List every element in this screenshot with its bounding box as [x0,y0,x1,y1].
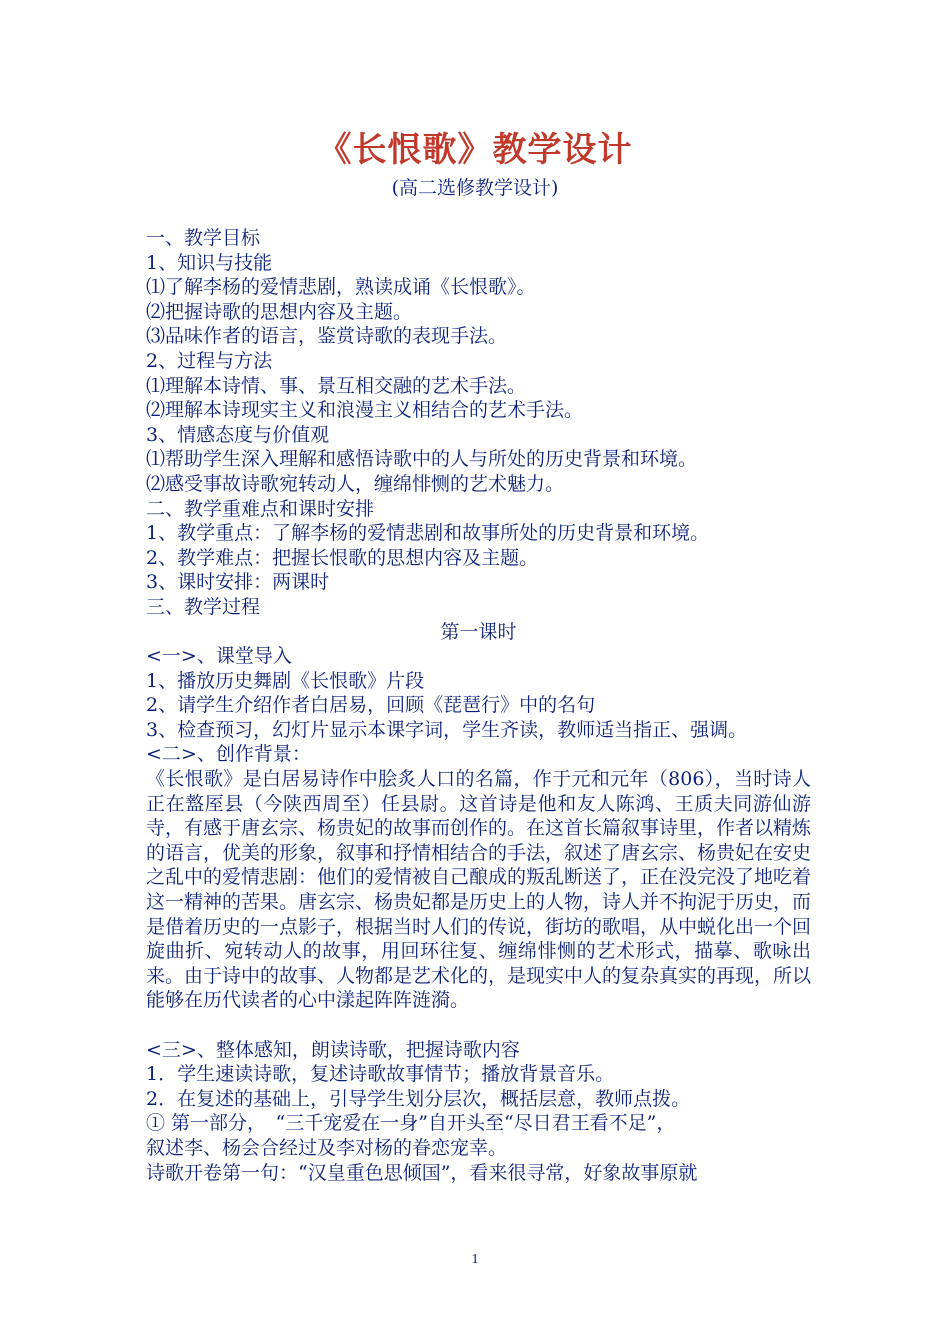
list-item: ⑵理解本诗现实主义和浪漫主义相结合的艺术手法。 [146,399,584,422]
list-item: ① 第一部分， “三千宠爱在一身”自开头至“尽日君王看不足”， [146,1112,676,1135]
list-item: 3、课时安排：两课时 [146,571,330,594]
subsection-heading: <一>、课堂导入 [146,645,292,668]
list-item: 诗歌开卷第一句：“汉皇重色思倾国”，看来很寻常，好象故事原就 [146,1161,698,1184]
list-item: 叙述李、杨会合经过及李对杨的眷恋宠幸。 [146,1136,508,1159]
document-body [146,226,811,1185]
list-item: 2、教学难点：把握长恨歌的思想内容及主题。 [146,546,539,569]
document-title: 《长恨歌》教学设计 [317,130,633,170]
list-item: 2、请学生介绍作者白居易，回顾《琵琶行》中的名句 [146,694,596,717]
document-subtitle: (高二选修教学设计) [391,177,559,199]
list-item: ⑶品味作者的语言，鉴赏诗歌的表现手法。 [146,325,508,348]
lesson-title: 第一课时 [440,620,517,643]
list-item: 1．学生速读诗歌，复述诗歌故事情节；播放背景音乐。 [146,1063,615,1086]
subsection-heading: 1、知识与技能 [146,251,273,274]
subsection-heading: 3、情感态度与价值观 [146,423,330,446]
subsection-heading: <二>、创作背景： [146,743,311,766]
list-item: 1、教学重点：了解李杨的爱情悲剧和故事所处的历史背景和环境。 [146,522,710,545]
section-heading: 二、教学重难点和课时安排 [146,497,375,520]
blank-line [146,1013,811,1038]
list-item: ⑴帮助学生深入理解和感悟诗歌中的人与所处的历史背景和环境。 [146,448,698,471]
list-item: 2．在复述的基础上，引导学生划分层次，概括层意，教师点拨。 [146,1087,691,1110]
list-item: ⑴了解李杨的爱情悲剧，熟读成诵《长恨歌》。 [146,276,536,299]
list-item: ⑴理解本诗情、事、景互相交融的艺术手法。 [146,374,527,397]
list-item: ⑵把握诗歌的思想内容及主题。 [146,300,413,323]
subsection-heading: 2、过程与方法 [146,349,273,372]
subsection-heading: <三>、整体感知，朗读诗歌，把握诗歌内容 [146,1038,520,1061]
list-item: ⑵感受事故诗歌宛转动人，缠绵悱恻的艺术魅力。 [146,472,565,495]
list-item: 1、播放历史舞剧《长恨歌》片段 [146,669,425,692]
section-heading: 一、教学目标 [146,227,261,249]
section-heading: 三、教学过程 [146,595,261,618]
list-item: 3、检查预习，幻灯片显示本课字词，学生齐读，教师适当指正、强调。 [146,718,748,741]
page-number: 1 [471,1252,479,1267]
background-paragraph: 《长恨歌》是白居易诗作中脍炙人口的名篇，作于元和元年（806），当时诗人正在盩厔县（今陕西周至）任县尉。这首诗是他和友人陈鸿、王质夫同游仙游寺，有感于唐玄宗、杨贵妃的故事而创作的。在这首长篇叙事诗里，作者以精炼的语言，优美的形象，叙事和抒情相结合的手法，叙述了唐玄宗、杨贵妃在安史之乱中的爱情悲剧：他们的爱情被自己酿成的叛乱断送了，正在没完没了地吃着这一精神的苦果。唐玄宗、杨贵妃都是历史上的人物，诗人并不拘泥于历史，而是借着历史的一点影子，根据当时人们的传说，街坊的歌唱，从中蜕化出一个回旋曲折、宛转动人的故事，用回环往复、缠绵悱恻的艺术形式，描摹、歌咏出来。由于诗中的故事、人物都是艺术化的，是现实中人的复杂真实的再现，所以能够在历代读者的心中漾起阵阵涟漪。 [146,768,812,1012]
